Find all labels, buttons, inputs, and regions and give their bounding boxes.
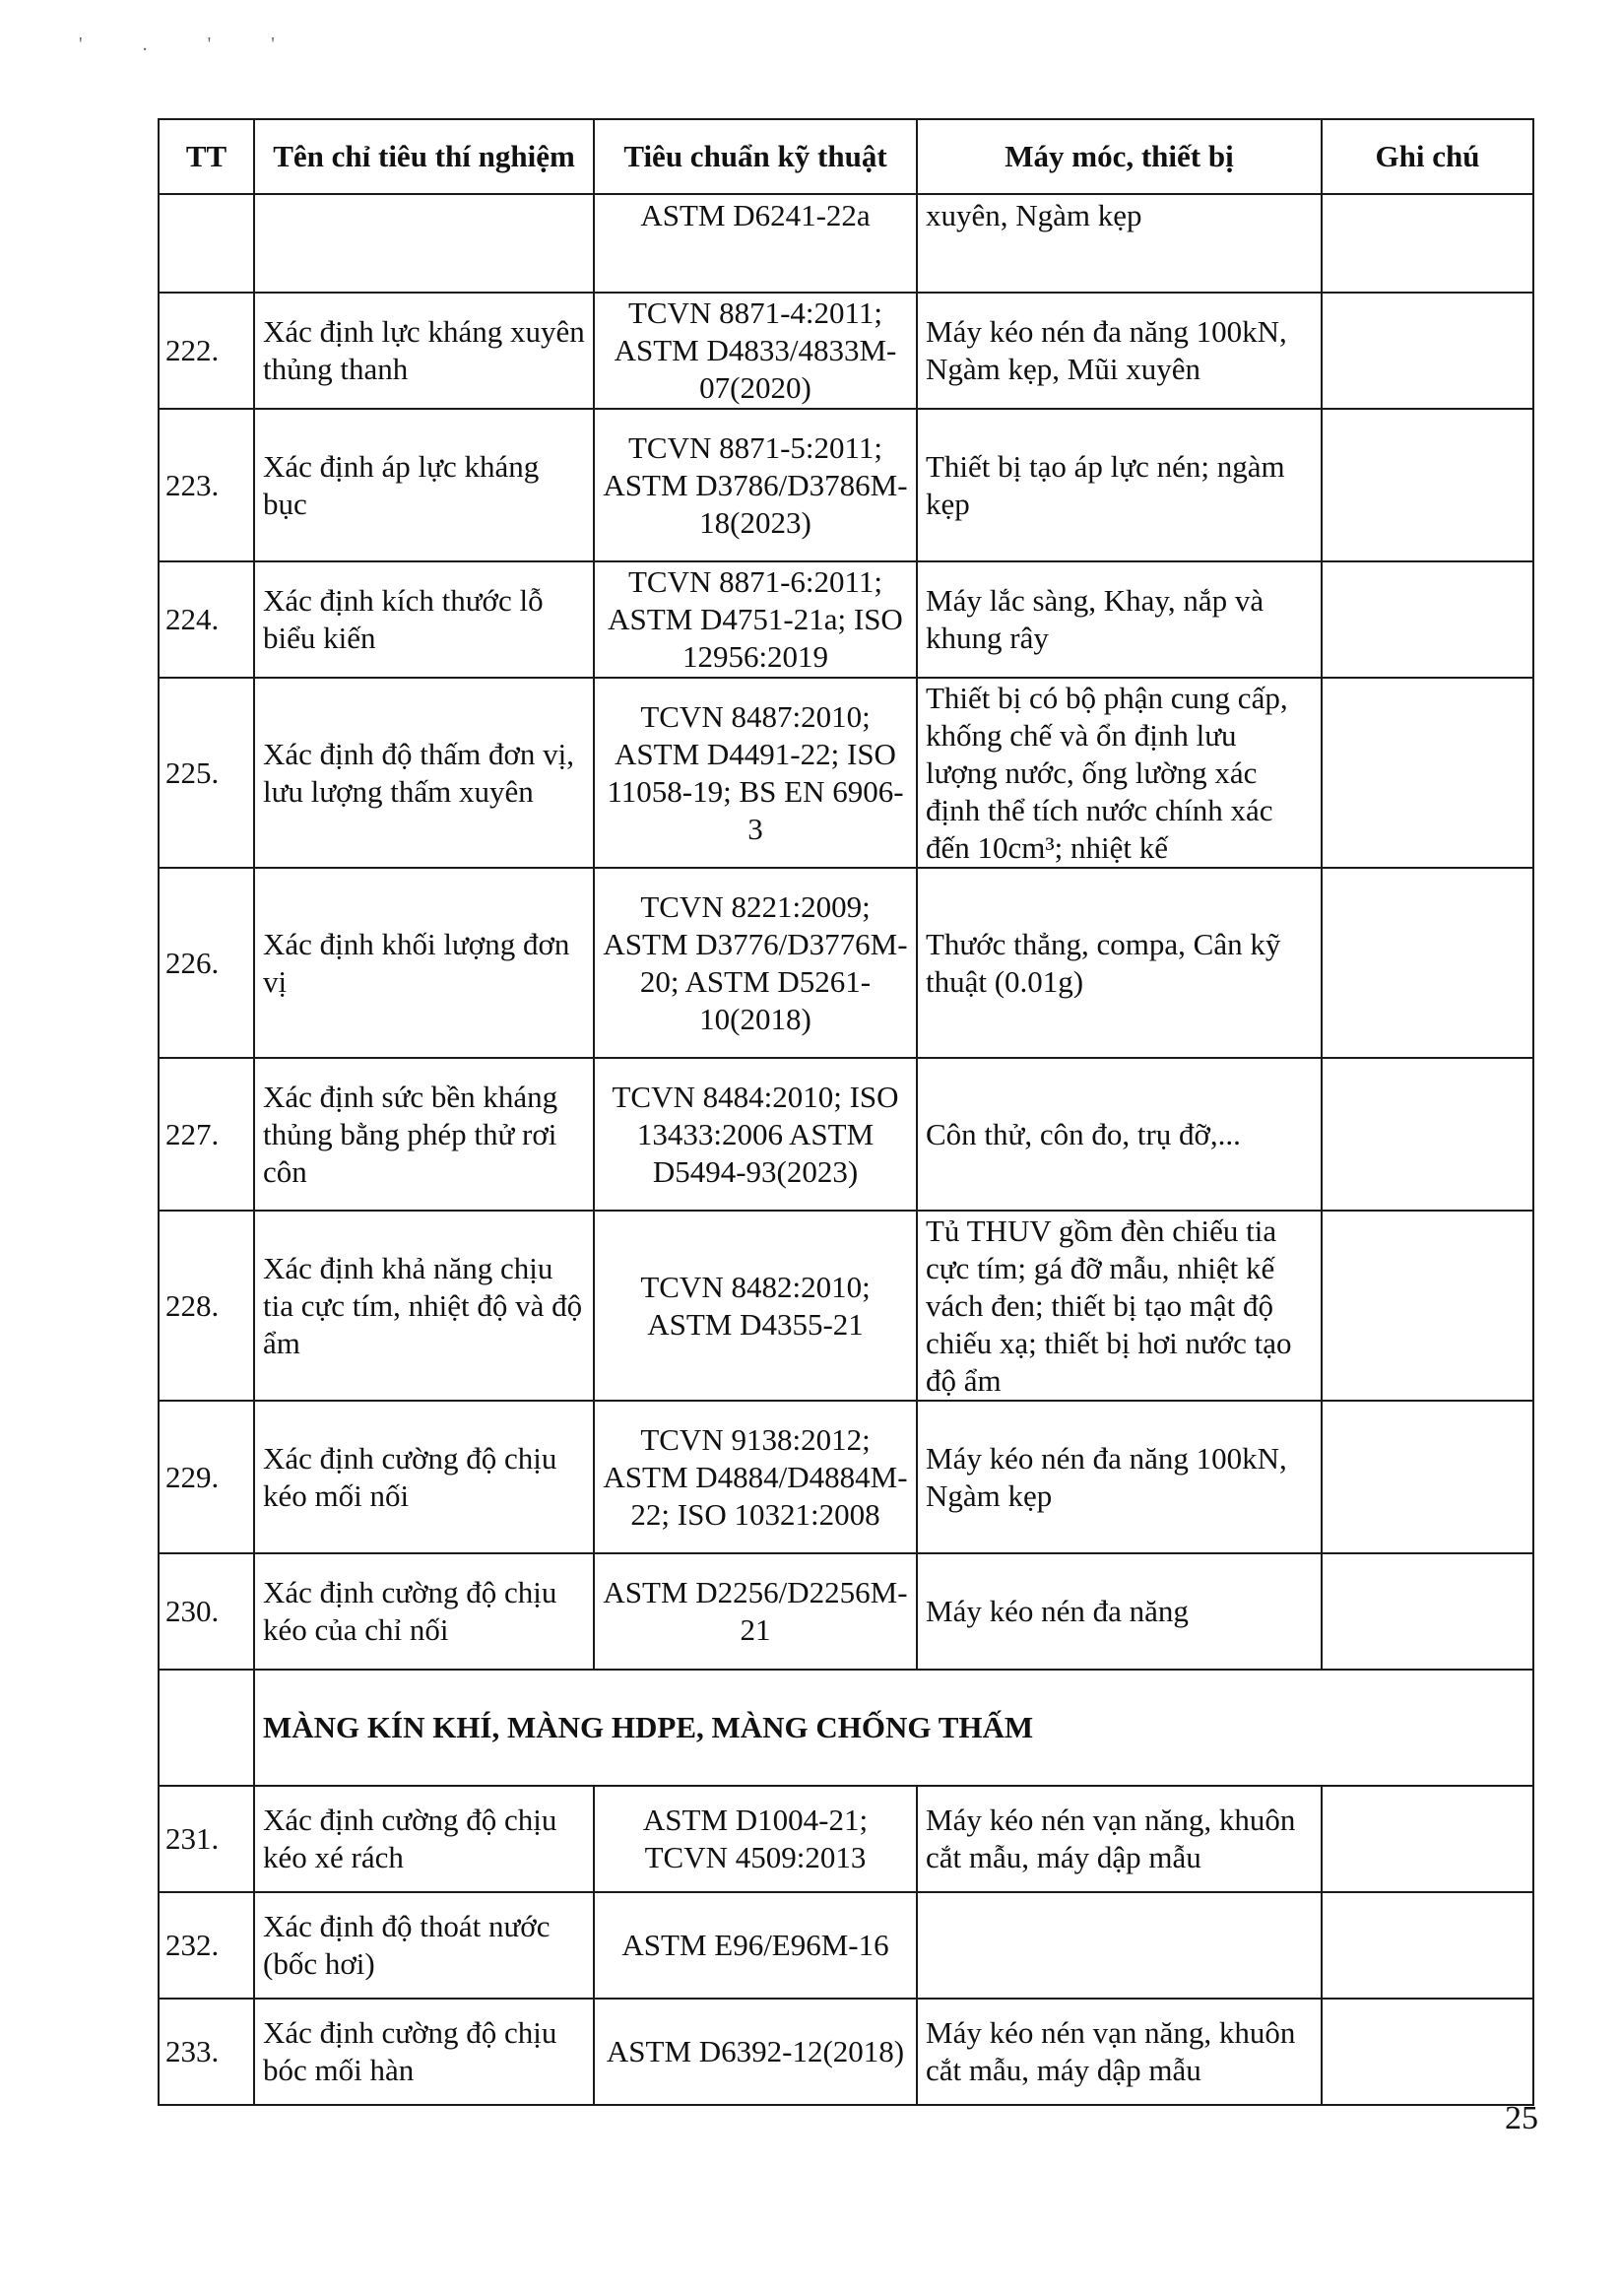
table-header-row: [159, 119, 1533, 194]
row-tt: 222.: [159, 293, 254, 409]
row-equipment: Máy kéo nén đa năng 100kN, Ngàm kẹp, Mũi xuyên: [917, 293, 1322, 409]
table-row: [159, 1058, 1533, 1211]
row-note: [1322, 1401, 1533, 1553]
row-tt: 225.: [159, 678, 254, 868]
row-test-name: Xác định cường độ chịu kéo xé rách: [254, 1786, 594, 1892]
row-tt: 232.: [159, 1892, 254, 1999]
row-equipment: Thiết bị có bộ phận cung cấp, khống chế và ổn định lưu lượng nước, ống lường xác định thể tích nước chính xác đến 10cm³; nhiệt kế: [917, 678, 1322, 868]
table-row: [159, 868, 1533, 1058]
row-equipment: Côn thử, côn đo, trụ đỡ,...: [917, 1058, 1322, 1211]
continuation-row: [159, 194, 1533, 293]
row-test-name: Xác định cường độ chịu kéo mối nối: [254, 1401, 594, 1553]
table-row: [159, 678, 1533, 868]
row-note: [1322, 1211, 1533, 1401]
header-standard: Tiêu chuẩn kỹ thuật: [594, 119, 917, 194]
row-note: [1322, 1786, 1533, 1892]
row-equipment: Máy kéo nén đa năng: [917, 1553, 1322, 1670]
table-row: [159, 1892, 1533, 1999]
row-equipment: Máy kéo nén đa năng 100kN, Ngàm kẹp: [917, 1401, 1322, 1553]
row-note: [1322, 678, 1533, 868]
table-row: [159, 1786, 1533, 1892]
row-tt: 233.: [159, 1999, 254, 2105]
header-test-name: Tên chỉ tiêu thí nghiệm: [254, 119, 594, 194]
section-title: MÀNG KÍN KHÍ, MÀNG HDPE, MÀNG CHỐNG THẤM: [254, 1670, 1533, 1786]
table-row: [159, 1401, 1533, 1553]
header-equipment: Máy móc, thiết bị: [917, 119, 1322, 194]
row-test-name: Xác định độ thấm đơn vị, lưu lượng thấm xuyên: [254, 678, 594, 868]
row-tt: 231.: [159, 1786, 254, 1892]
row-tt: 226.: [159, 868, 254, 1058]
row-equipment: Tủ THUV gồm đèn chiếu tia cực tím; gá đỡ mẫu, nhiệt kế vách đen; thiết bị tạo mật độ chiếu xạ; thiết bị hơi nước tạo độ ẩm: [917, 1211, 1322, 1401]
row-note: [1322, 868, 1533, 1058]
row-standard: TCVN 8871-5:2011; ASTM D3786/D3786M-18(2023): [594, 409, 917, 561]
section-tt-cell: [159, 1670, 254, 1786]
row-note: [1322, 409, 1533, 561]
table-row: [159, 409, 1533, 561]
row-note: [1322, 293, 1533, 409]
row-standard: TCVN 8221:2009; ASTM D3776/D3776M-20; ASTM D5261-10(2018): [594, 868, 917, 1058]
row-note: [1322, 1553, 1533, 1670]
row-test-name: Xác định kích thước lỗ biểu kiến: [254, 561, 594, 678]
row-standard: ASTM E96/E96M-16: [594, 1892, 917, 1999]
section-row: [159, 1670, 1533, 1786]
row-test-name: Xác định áp lực kháng bục: [254, 409, 594, 561]
table-row: [159, 1211, 1533, 1401]
row-standard: TCVN 8484:2010; ISO 13433:2006 ASTM D5494-93(2023): [594, 1058, 917, 1211]
row-test-name: Xác định lực kháng xuyên thủng thanh: [254, 293, 594, 409]
row-tt: 228.: [159, 1211, 254, 1401]
table-row: [159, 1999, 1533, 2105]
table-row: [159, 293, 1533, 409]
row-tt: 229.: [159, 1401, 254, 1553]
row-equipment: Máy lắc sàng, Khay, nắp và khung rây: [917, 561, 1322, 678]
page-number: 25: [1505, 2100, 1538, 2136]
row-equipment: Thiết bị tạo áp lực nén; ngàm kẹp: [917, 409, 1322, 561]
scan-marks: ' . ' ': [79, 33, 302, 55]
row-standard: ASTM D1004-21; TCVN 4509:2013: [594, 1786, 917, 1892]
row-test-name: Xác định sức bền kháng thủng bằng phép thử rơi côn: [254, 1058, 594, 1211]
row-test-name: Xác định khối lượng đơn vị: [254, 868, 594, 1058]
table-row: [159, 561, 1533, 678]
test-spec-table: [158, 118, 1534, 2106]
row-note: [1322, 1892, 1533, 1999]
row-tt: [159, 194, 254, 293]
row-tt: 227.: [159, 1058, 254, 1211]
row-note: [1322, 1999, 1533, 2105]
row-tt: 230.: [159, 1553, 254, 1670]
row-note: [1322, 1058, 1533, 1211]
row-standard: TCVN 8871-4:2011; ASTM D4833/4833M-07(2020): [594, 293, 917, 409]
row-tt: 224.: [159, 561, 254, 678]
row-standard: TCVN 9138:2012; ASTM D4884/D4884M-22; ISO 10321:2008: [594, 1401, 917, 1553]
row-standard: TCVN 8482:2010; ASTM D4355-21: [594, 1211, 917, 1401]
row-test-name: Xác định độ thoát nước (bốc hơi): [254, 1892, 594, 1999]
row-test-name: Xác định cường độ chịu kéo của chỉ nối: [254, 1553, 594, 1670]
row-equipment: Máy kéo nén vạn năng, khuôn cắt mẫu, máy dập mẫu: [917, 1786, 1322, 1892]
row-note: [1322, 194, 1533, 293]
table-row: [159, 1553, 1533, 1670]
row-equipment: Máy kéo nén vạn năng, khuôn cắt mẫu, máy dập mẫu: [917, 1999, 1322, 2105]
row-standard: TCVN 8871-6:2011; ASTM D4751-21a; ISO 12956:2019: [594, 561, 917, 678]
row-equipment: Thước thẳng, compa, Cân kỹ thuật (0.01g): [917, 868, 1322, 1058]
row-standard: ASTM D6392-12(2018): [594, 1999, 917, 2105]
row-standard: TCVN 8487:2010; ASTM D4491-22; ISO 11058-19; BS EN 6906-3: [594, 678, 917, 868]
row-equipment: [917, 1892, 1322, 1999]
row-test-name: Xác định cường độ chịu bóc mối hàn: [254, 1999, 594, 2105]
row-standard: ASTM D6241-22a: [594, 194, 917, 293]
row-equipment: xuyên, Ngàm kẹp: [917, 194, 1322, 293]
row-tt: 223.: [159, 409, 254, 561]
header-tt: TT: [159, 119, 254, 194]
row-standard: ASTM D2256/D2256M-21: [594, 1553, 917, 1670]
row-test-name: [254, 194, 594, 293]
row-note: [1322, 561, 1533, 678]
header-note: Ghi chú: [1322, 119, 1533, 194]
row-test-name: Xác định khả năng chịu tia cực tím, nhiệt độ và độ ẩm: [254, 1211, 594, 1401]
